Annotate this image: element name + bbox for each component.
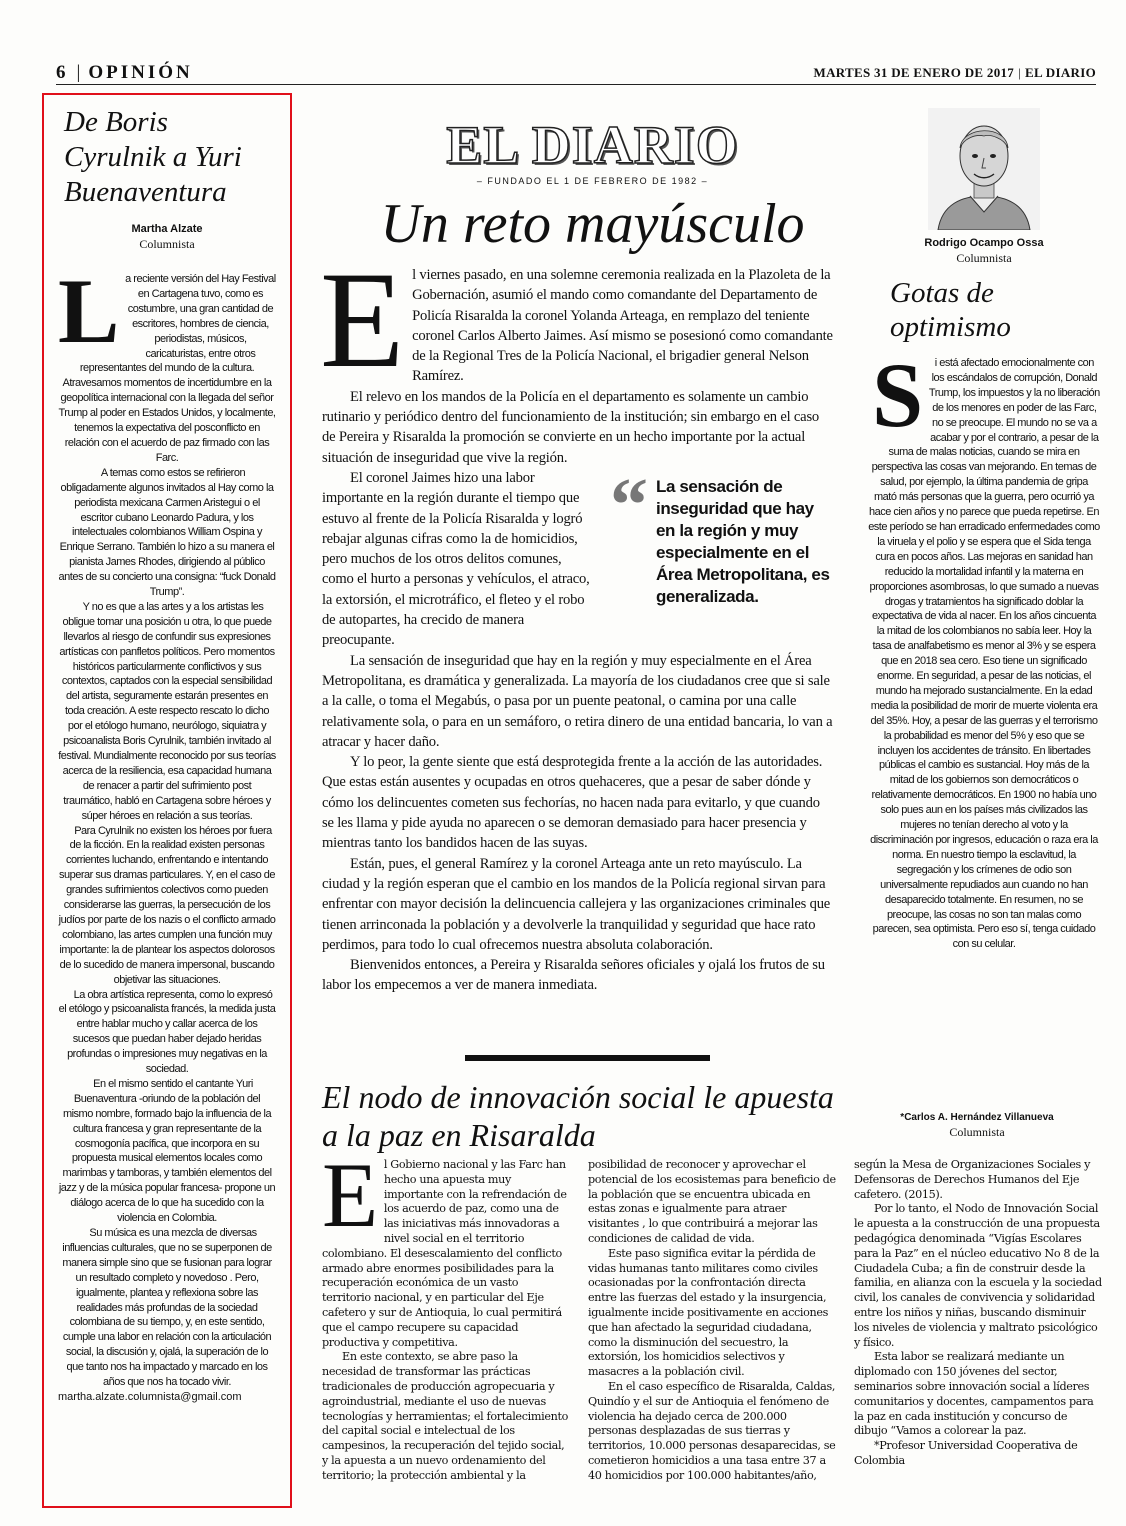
editorial-body <box>320 243 834 996</box>
right-article-title: Gotas de optimismo <box>890 277 1011 343</box>
lower-paragraph: *Profesor Universidad Cooperativa de Colombia <box>854 1439 1078 1467</box>
left-byline <box>58 222 276 252</box>
right-author: Rodrigo Ocampo Ossa <box>924 237 1044 249</box>
left-paragraph: En el mismo sentido el cantante Yuri Buenaventura -oriundo de la población del mismo nombre, formado bajo la influencia de la cultura francesa y gran representante de la cosmogonía pacífica, que incorpora en su propuesta musical elementos locales como marimbas y tamboras, y también elementos del jazz y de la música popular francesa- propone un diálogo acerca de lo que ha sucedido con la violencia en Colombia. <box>58 1077 276 1225</box>
page-header <box>56 60 1096 86</box>
section-name: OPINIÓN <box>88 62 193 83</box>
editorial-paragraph: Bienvenidos entonces, a Pereira y Risaralda señores oficiales y ojalá los frutos de su labor los empecemos a ver de manera inmediata. <box>322 957 825 994</box>
lower-dropcap: E <box>322 1158 378 1246</box>
author-portrait <box>928 108 1040 230</box>
lower-author: *Carlos A. Hernández Villanueva <box>900 1112 1054 1123</box>
lower-author-role: Columnista <box>949 1125 1005 1139</box>
lower-byline <box>862 1110 1092 1140</box>
right-dropcap: S <box>872 344 923 446</box>
lower-paragraph: l Gobierno nacional y las Farc han hecho una apuesta muy importante con la refrendación de los acuerdo de paz, como una de las iniciativas más innovadoras a nivel social en el territorio colombiano. El desescalamiento del conflicto armado abre enormes posibilidades para la recuperación económica de un vasto territorio nacional, y en particular del Eje cafetero y sur de Antioquia, lo cual permitirá que el campo recupere su capacidad productiva y competitiva. <box>322 1158 567 1349</box>
section-divider <box>465 1055 710 1061</box>
left-article-title: De Boris Cyrulnik a Yuri Buenaventura <box>64 106 242 208</box>
paper-name: EL DIARIO <box>1025 65 1096 80</box>
left-dropcap: L <box>58 260 119 362</box>
lower-article-body <box>322 1158 1102 1503</box>
lower-paragraph: En este contexto, se abre paso la necesidad de transformar las prácticas tradicionales de producción agropecuaria y agroindustrial, mediante el uso de nuevas tecnologías y herramientas; el fortalecimiento del capital social e intelectual de los campesinos, la recuperación del tejido social, y la apuesta a un nuevo ordenamiento del territorio; la protección ambiental y la posibilidad de reconocer y aprovechar el potencial de los ecosistemas para beneficio de la población que se encuentra ubicada en estas zonas e igualmente para atraer visitantes , lo que contribuirá a mejorar las condiciones de calidad de vida. <box>322 1158 836 1482</box>
right-byline <box>868 236 1100 266</box>
left-paragraph: A temas como estos se refirieron obligadamente algunos invitados al Hay como la periodista mexicana Carmen Aristegui o el escritor cubano Leonardo Padura, y los intelectuales colombianos William Ospina y Enrique Serrano. También lo hizo a su manera el pianista James Rhodes, dirigiendo al público antes de su concierto una consigna: “fuck Donald Trump”. <box>58 466 276 599</box>
section-label: 6 | OPINIÓN <box>56 62 193 83</box>
editorial-title: Un reto mayúsculo <box>380 193 805 255</box>
left-paragraph: La obra artística representa, como lo expresó el etólogo y psicoanalista francés, la medida justa entre hablar mucho y callar acerca de los sucesos que puedan haber dejado heridas profundas o impresiones muy negativas en la sociedad. <box>58 988 276 1076</box>
left-author: Martha Alzate <box>131 223 203 235</box>
lower-paragraph: Este paso significa evitar la pérdida de vidas humanas tanto militares como civiles ocasionadas por la confrontación directa entre las fuerzas del estado y la insurgencia, igualmente incide positivamente en acciones que han afectado la seguridad ciudadana, como la disminución del secuestro, la extorsión, los homicidios selectivos y masacres a la población civil. <box>588 1246 829 1379</box>
editorial-paragraph: Y lo peor, la gente siente que está desprotegida frente a la acción de las autoridades. Que estas están ausentes y ocupadas en otros quehaceres, que a pesar de saber dónde y cómo los delincuentes cometen sus fechorías, no hacen nada para evitarlo, y que cuando se les llama y pide ayuda no aparecen o se demoran demasiado para hacer presencia y mientras tanto los bandidos hacen de las suyas. <box>322 754 823 852</box>
left-paragraph: a reciente versión del Hay Festival en Cartagena tuvo, como es costumbre, una gran cantidad de escritores, hombres de ciencia, periodistas, músicos, caricaturistas, entre otros representantes del mundo de la cultura. Atravesamos momentos de incertidumbre en la geopolítica internacional con la llegada del señor Trump al poder en Estados Unidos, y localmente, tenemos la expectativa del posconflicto en relación con el acuerdo de paz firmado con las Farc. <box>58 273 276 464</box>
lower-paragraph: Por lo tanto, el Nodo de Innovación Social le apuesta a la construcción de una propuesta pedagógica denominada “Vigías Escolares para la Paz” en el núcleo educativo No 8 de la Ciudadela Cuba; a fin de construir desde la familia, en alianza con la escuela y la sociedad civil, los canales de convivencia y solidaridad entre los niños y niñas, buscando disminuir los niveles de violencia y maltrato psicológico y físico. <box>854 1202 1102 1349</box>
newspaper-logo: EL DIARIO <box>446 115 739 175</box>
author-email[interactable]: martha.alzate.columnista@gmail.com <box>58 1390 242 1403</box>
left-paragraph: Y no es que a las artes y a los artistas les obligue tomar una posición u otra, lo que puede llevarlos al riesgo de confundir sus expresiones artísticas con panfletos políticos. Pero momentos históricos particularmente conflictivos y sus contextos, captados con la especial sensibilidad del artista, seguramente estarán presentes en toda creación. A este respecto rescato lo dicho por el etólogo humano, neurólogo, siquiatra y psicoanalista Boris Cyrulnik, también invitado al festival. Mundialmente reconocido por sus teorías acerca de la resiliencia, esa capacidad humana de renacer a partir del sufrimiento post traumático, habló en Cartagena sobre héroes y súper héroes en relación a sus teorías. <box>58 600 276 822</box>
editorial-paragraph: l viernes pasado, en una solemne ceremonia realizada en la Plazoleta de la Gobernación, asumió el mando como comandante del Departamento de Policía Risaralda la coronel Yolanda Arteaga, en remplazo del teniente coronel Carlos Alberto Jaimes. Así mismo se posesionó como comandante de la Regional Tres de la Policía Nacional, el brigadier general Nelson Ramírez. <box>412 267 833 385</box>
masthead <box>320 115 865 255</box>
left-author-role: Columnista <box>139 237 195 251</box>
left-column-article <box>42 93 292 1508</box>
quote-mark-icon: “ <box>610 462 648 547</box>
editorial-paragraph: La sensación de inseguridad que hay en la región y muy especialmente en el Área Metropolitana, es dramática y generalizada. La mayoría de los ciudadanos cree que si sale a la calle, o toma el Megabús, o pasa por un puente peatonal, o camina por una calle relativamente sola, o para en un semáforo, o retira dinero de una entidad bancaria, lo van a atracar y hacer daño. <box>322 652 833 750</box>
right-article-body <box>868 344 1100 952</box>
date-line: MARTES 31 DE ENERO DE 2017 | EL DIARIO <box>813 65 1096 80</box>
right-column-article <box>868 108 1100 952</box>
left-paragraph: Para Cyrulnik no existen los héroes por fuera de la ficción. En la realidad existen personas corrientes luchando, enfrentando e intentando superar sus dramas particulares. Y, en el caso de grandes sufrimientos colectivos como pueden considerarse las guerras, la persecución de los judíos por parte de los nazis o el conflicto armado colombiano, las artes cumplen una función muy importante: la de plantear los aspectos dolorosos de lo sucedido de manera impersonal, buscando objetivar las situaciones. <box>58 824 276 986</box>
left-article-body <box>58 260 276 1390</box>
left-paragraph: Su música es una mezcla de diversas influencias culturales, que no se superponen de manera simple sino que se fusionan para lograr un resultado completo y novedoso . Pero, igualmente, plantea y reflexiona sobre las realidades más profundas de la sociedad colombiana de su tiempo, y, en este sentido, cumple una labor en relación con la articulación social, la discusión y, ojalá, la superación de lo que tanto nos ha impactado y marcado en los años que nos ha tocado vivir. <box>62 1227 272 1389</box>
lower-article-title: El nodo de innovación social le apuesta a la paz en Risaralda <box>322 1079 834 1153</box>
lower-paragraph: Esta labor se realizará mediante un diplomado con 150 jóvenes del sector, seminarios sobre innovación social a líderes comunitarios y docentes, campamentos para la paz en cada institución y concurso de dibujo “Vamos a colorear la paz. <box>854 1350 1094 1438</box>
page-number: 6 <box>56 62 69 83</box>
lower-paragraph: En el caso específico de Risaralda, Caldas, Quindío y el sur de Antioquia el fenómeno de violencia ha dejado cerca de 200.000 personas desplazadas de sus tierras y territorios, 10.000 personas desaparecidas, se cometieron homicidios a una tasa entre 37 a 40 homicidios por 100.000 habitantes/año, según la Mesa de Organizaciones Sociales y Defensoras de Derechos Humanos del Eje cafetero. (2015). <box>588 1158 1091 1482</box>
founded-line: – FUNDADO EL 1 DE FEBRERO DE 1982 – <box>476 176 709 186</box>
right-body-text: i está afectado emocionalmente con los escándalos de corrupción, Donald Trump, los impuestos y la no liberación de los menores en poder de las Farc, no se preocupe. El mundo no se va a acabar y por el contrario, a pesar de la suma de malas noticias, cuando se mira en perspectiva las cosas van mejorando. En temas de salud, por ejemplo, la última pandemia de gripa mató más personas que la guerra, pero ocurrió ya hace cien años y no parece que pueda repetirse. En este período se han erradicado enfermedades como la viruela y el polio y se espera que el Sida tenga cura en pocos años. Las mejoras en sanidad han reducido la mortalidad infantil y la materna en proporciones asombrosas, lo que sumado a nuevas drogas y tratamientos ha significado doblar la expectativa de vida al nacer. En los años cincuenta la mitad de los colombianos no sabía leer. Hoy la tasa de analfabetismo es menor al 3% y se espera que en 2018 sea cero. Eso tiene un significado enorme. En seguridad, a pesar de las noticias, el mundo ha mejorado sustancialmente. En la edad media la posibilidad de morir de muerte violenta era del 35%. Hoy, a pesar de las guerras y el terrorismo la probabilidad es menor del 5% y eso que se incluyen los accidentes de tránsito. En libertades públicas el cambio es sustancial. Hoy más de la mitad de los gobiernos son democráticos o relativamente democráticos. En 1900 no había uno solo pues aun en los países más civilizados las mujeres no tenían derecho al voto y la discriminación por ingresos, educación o raza era la norma. En nuestro tiempo la esclavitud, la segregación y los crímenes de odio son universalmente repudiados aun cuando no han desaparecido totalmente. En resumen, no se preocupe, las cosas no son tan malas como parecen, sea optimista. Pero eso sí, tenga cuidado con su celular. <box>868 357 1100 951</box>
editorial-paragraph: El coronel Jaimes hizo una labor importante en la región durante el tiempo que estuvo al frente de la Policía Risaralda y logró rebajar algunas cifras como la de homicidios, pero muchos de los otros delitos comunes, como el hurto a personas y vehículos, el atraco, la extorsión, el microtráfico, el fleteo y el robo de autopartes, ha crecido de manera preocupante. <box>322 469 590 649</box>
issue-date: MARTES 31 DE ENERO DE 2017 <box>813 65 1015 80</box>
right-author-role: Columnista <box>956 251 1012 265</box>
pull-quote-text: La sensación de inseguridad que hay en la región y muy especialmente en el Área Metropolitana, es generalizada. <box>656 476 830 606</box>
editorial-paragraph: El relevo en los mandos de la Policía en el departamento es solamente un cambio rutinario y periódico dentro del funcionamiento de la institución; sin embargo en el caso de Pereira y Risaralda la promoción se convierte en un hecho importante por la actual situación de inseguridad que vive la región. <box>322 388 820 466</box>
pull-quote <box>610 462 834 608</box>
editorial-dropcap: E <box>320 243 405 396</box>
header-rule <box>56 84 1096 85</box>
editorial-paragraph: Están, pues, el general Ramírez y la coronel Arteaga ante un reto mayúsculo. La ciudad y la región esperan que el cambio en los mandos de la Policía regional sirvan para enfrentar con mayor decisión la delincuencia callejera y las organizaciones criminales que tienen arrinconada la población y a devolverle la tranquilidad y seguridad que hace rato perdimos, para todo lo cual ofrecemos nuestra absoluta colaboración. <box>322 855 831 953</box>
